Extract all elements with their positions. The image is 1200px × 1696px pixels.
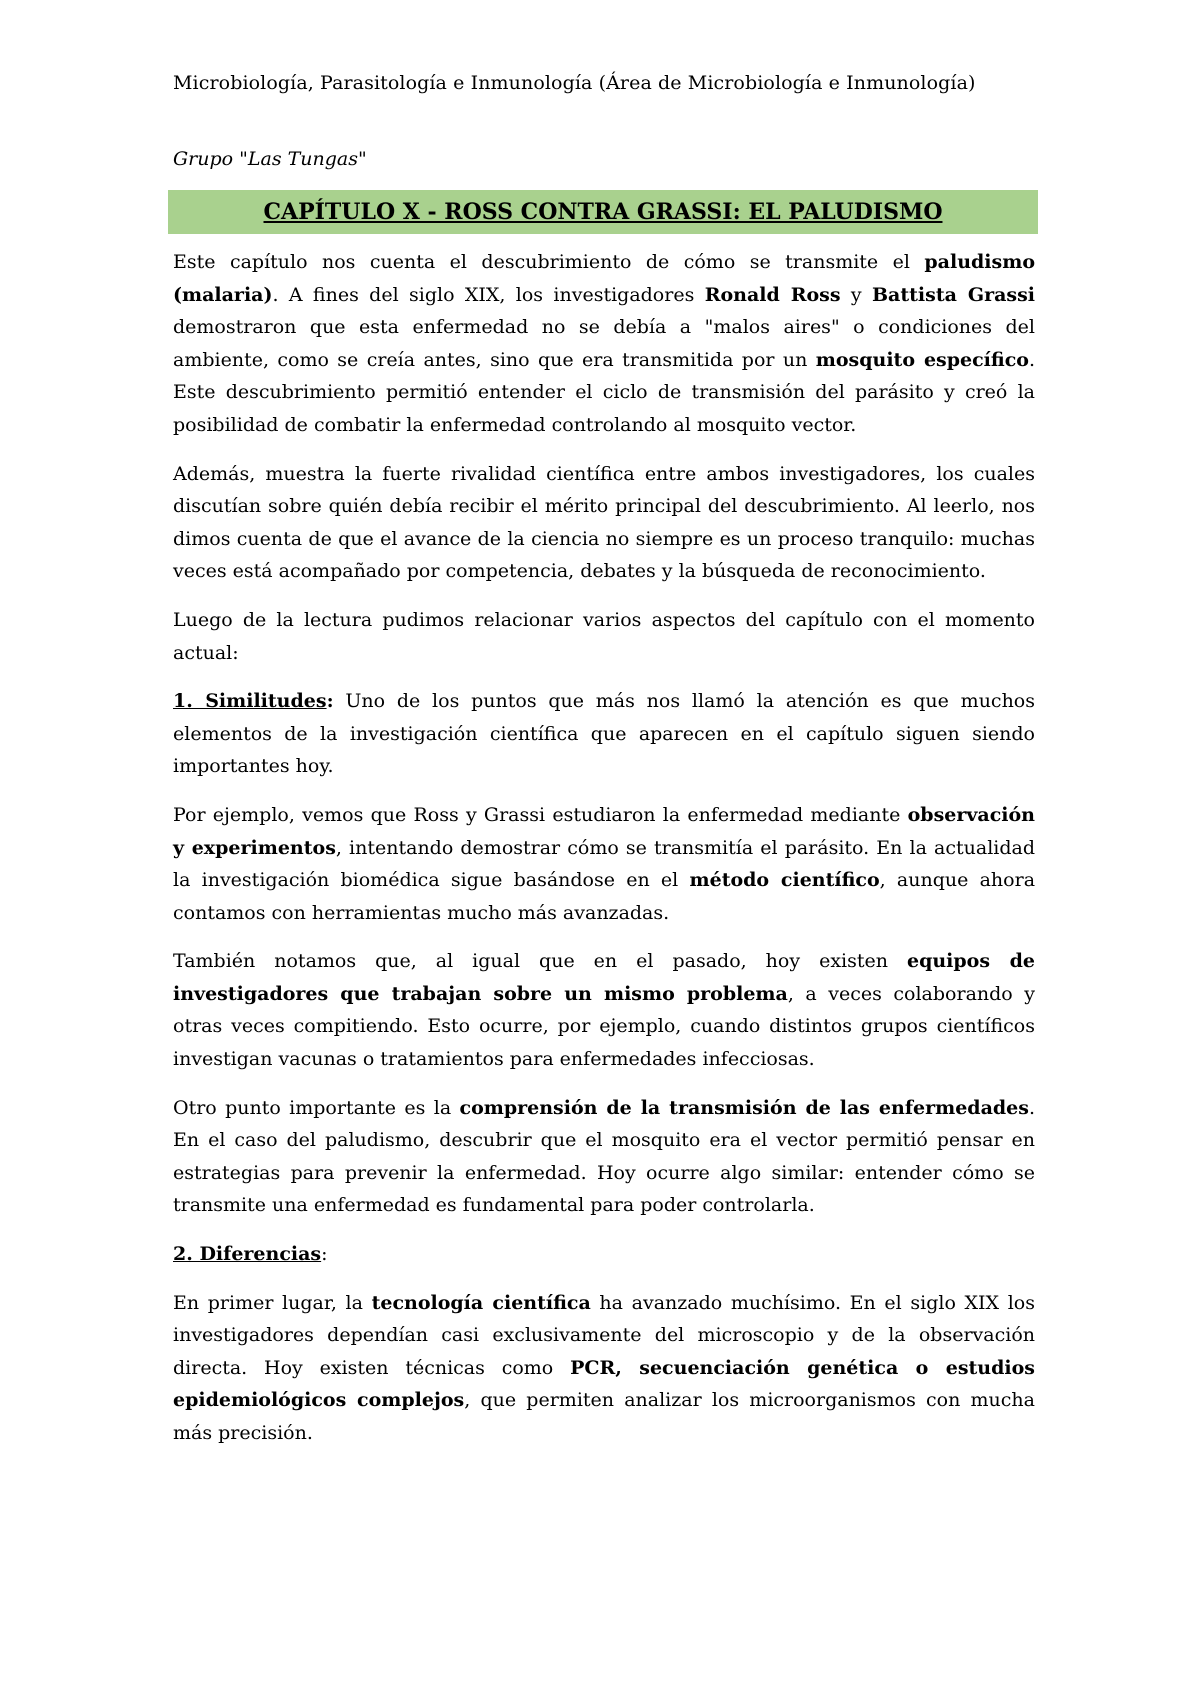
paragraph-transmission	[173, 1092, 1035, 1222]
section-heading: 1. Similitudes	[173, 690, 327, 713]
text-run: , que permiten analizar los microorganismos con mucha más precisión.	[173, 1389, 1035, 1444]
chapter-title: CAPÍTULO X - ROSS CONTRA GRASSI: EL PALUDISMO	[263, 199, 943, 225]
bold-run: equipos de investigadores que trabajan sobre un mismo problema	[173, 950, 1035, 1005]
text-run: . En el caso del paludismo, descubrir que el mosquito era el vector permitió pensar en estrategias para prevenir la enfermedad. Hoy ocurre algo similar: entender cómo se transmite una enfermedad es fundamental para poder controlarla.	[173, 1096, 1035, 1217]
text-run: . Este descubrimiento permitió entender el ciclo de transmisión del parásito y creó la posibilidad de combatir la enfermedad controlando al mosquito vector.	[173, 348, 1036, 436]
group-name: Grupo "Las Tungas"	[173, 148, 367, 170]
bold-run: método científico	[689, 869, 880, 892]
text-run: Otro punto importante es la	[173, 1096, 460, 1119]
chapter-title-bar	[168, 190, 1038, 234]
paragraph-technology	[173, 1287, 1035, 1450]
course-header: Microbiología, Parasitología e Inmunología (Área de Microbiología e Inmunología)	[173, 72, 976, 94]
bold-run: observación y experimentos	[173, 803, 1035, 859]
text-run: y	[840, 283, 872, 306]
paragraph-intro	[173, 246, 1035, 442]
text-run: , intentando demostrar cómo se transmitía el parásito. En la actualidad la investigación biomédica sigue basándose en el	[173, 836, 1036, 892]
bold-run: paludismo (malaria)	[173, 251, 1035, 306]
paragraph-example	[173, 799, 1035, 929]
section-diferencias	[173, 1238, 1035, 1271]
text-run: , a veces colaborando y otras veces compitiendo. Esto ocurre, por ejemplo, cuando distintos grupos científicos investigan vacunas o tratamientos para enfermedades infecciosas.	[173, 982, 1035, 1071]
heading-colon: :	[321, 1243, 328, 1266]
text-run: En primer lugar, la	[173, 1291, 372, 1314]
bold-run: Battista Grassi	[872, 283, 1036, 306]
paragraph-teams	[173, 945, 1035, 1075]
bold-run: Ronald Ross	[704, 283, 841, 306]
text-run: ha avanzado muchísimo. En el siglo XIX los investigadores dependían casi exclusivamente del microscopio y de la observación directa. Hoy existen técnicas como	[173, 1291, 1035, 1379]
document-body	[173, 246, 1035, 1466]
bold-run: tecnología científica	[371, 1291, 591, 1314]
text-run: , aunque ahora contamos con herramientas mucho más avanzadas.	[173, 869, 1036, 924]
paragraph-rivalry: Además, muestra la fuerte rivalidad científica entre ambos investigadores, los cuales discutían sobre quién debía recibir el mérito principal del descubrimiento. Al leerlo, nos dimos cuenta de que el avance de la ciencia no siempre es un proceso tranquilo: muchas veces está acompañado por competencia, debates y la búsqueda de reconocimiento.	[173, 462, 1035, 583]
section-heading: 2. Diferencias	[173, 1243, 322, 1266]
text-run: Por ejemplo, vemos que Ross y Grassi estudiaron la enfermedad mediante	[173, 803, 908, 826]
section-similitudes	[173, 685, 1035, 783]
text-run: . A fines del siglo XIX, los investigadores	[272, 283, 705, 306]
text-run: demostraron que esta enfermedad no se debía a "malos aires" o condiciones del ambiente, como se creía antes, sino que era transmitida por un	[173, 316, 1035, 371]
heading-colon: :	[326, 690, 334, 713]
bold-run: mosquito específico	[815, 348, 1029, 371]
bold-run: PCR, secuenciación genética o estudios epidemiológicos complejos	[173, 1356, 1035, 1412]
paragraph-relation: Luego de la lectura pudimos relacionar varios aspectos del capítulo con el momento actual:	[173, 608, 1035, 664]
bold-run: comprensión de la transmisión de las enfermedades	[459, 1096, 1029, 1119]
text-run: Este capítulo nos cuenta el descubrimiento de cómo se transmite el	[173, 251, 925, 273]
text-run: También notamos que, al igual que en el pasado, hoy existen	[173, 950, 907, 973]
text-run: Uno de los puntos que más nos llamó la atención es que muchos elementos de la investigación científica que aparecen en el capítulo siguen siendo importantes hoy.	[173, 690, 1035, 778]
